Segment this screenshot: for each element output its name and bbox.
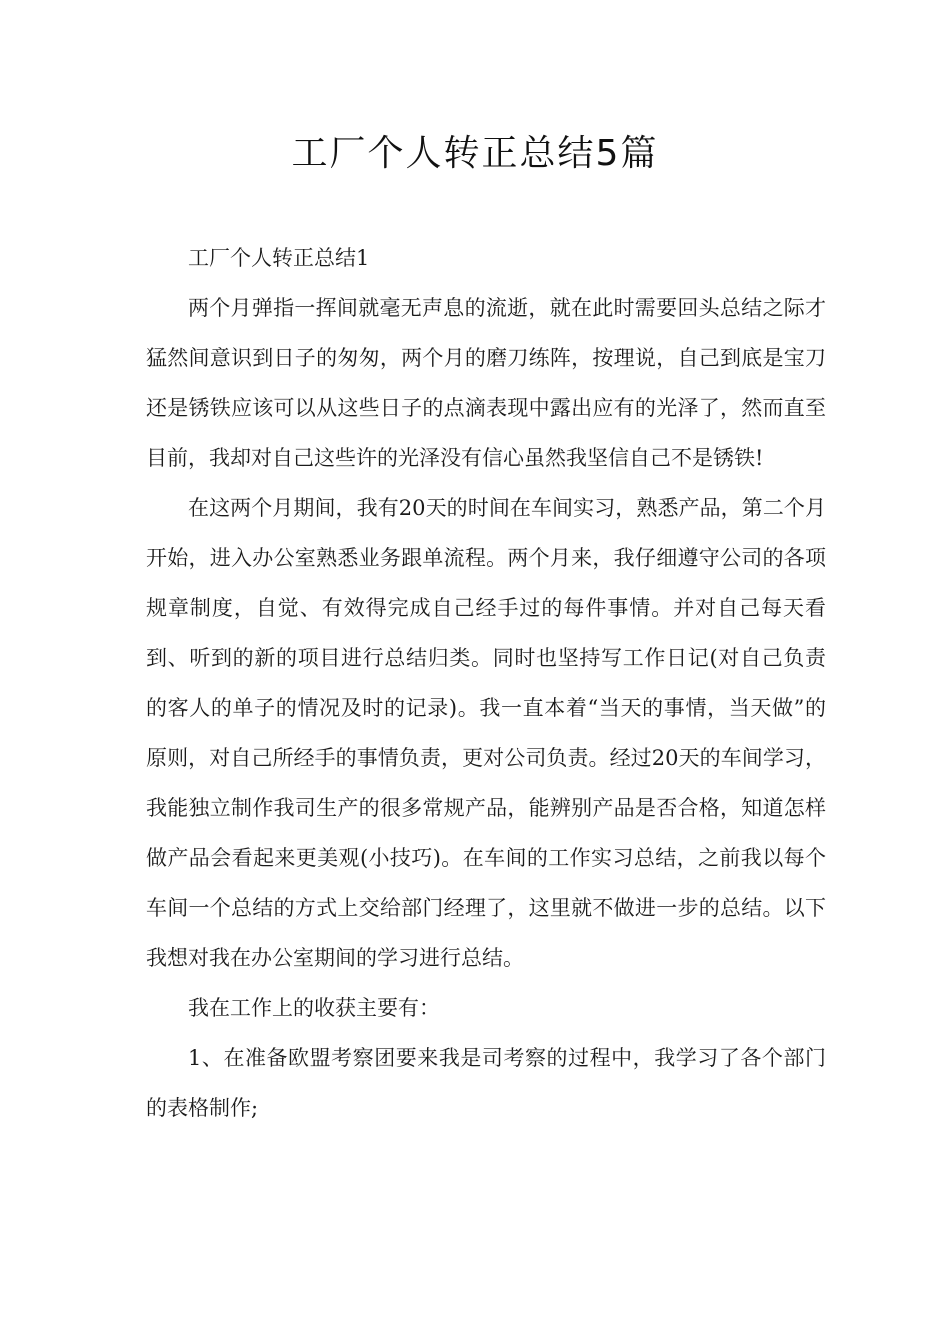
paragraph-internship: 在这两个月期间，我有20天的时间在车间实习，熟悉产品，第二个月开始，进入办公室熟悉业务跟单流程。两个月来，我仔细遵守公司的各项规章制度，自觉、有效得完成自己经手过的每件事情。并对自己每天看到、听到的新的项目进行总结归类。同时也坚持写工作日记(对自己负责的客人的单子的情况及时的记录)。我一直本着“当天的事情，当天做”的原则，对自己所经手的事情负责，更对公司负责。经过20天的车间学习，我能独立制作我司生产的很多常规产品，能辨别产品是否合格，知道怎样做产品会看起来更美观(小技巧)。在车间的工作实习总结，之前我以每个车间一个总结的方式上交给部门经理了，这里就不做进一步的总结。以下我想对我在办公室期间的学习进行总结。 — [146, 496, 826, 970]
paragraph-gains: 我在工作上的收获主要有： — [188, 996, 440, 1020]
paragraph-intro: 两个月弹指一挥间就毫无声息的流逝，就在此时需要回头总结之际才猛然间意识到日子的匆匆，两个月的磨刀练阵，按理说，自己到底是宝刀还是锈铁应该可以从这些日子的点滴表现中露出应有的光泽了，然而直至目前，我却对自己这些许的光泽没有信心虽然我坚信自己不是锈铁! — [146, 296, 826, 470]
document-body — [146, 233, 826, 1133]
document-title: 工厂个人转正总结5篇 — [291, 133, 659, 174]
section-heading: 工厂个人转正总结1 — [188, 246, 370, 270]
paragraph-item-1: 1、在准备欧盟考察团要来我是司考察的过程中，我学习了各个部门的表格制作; — [146, 1046, 826, 1120]
